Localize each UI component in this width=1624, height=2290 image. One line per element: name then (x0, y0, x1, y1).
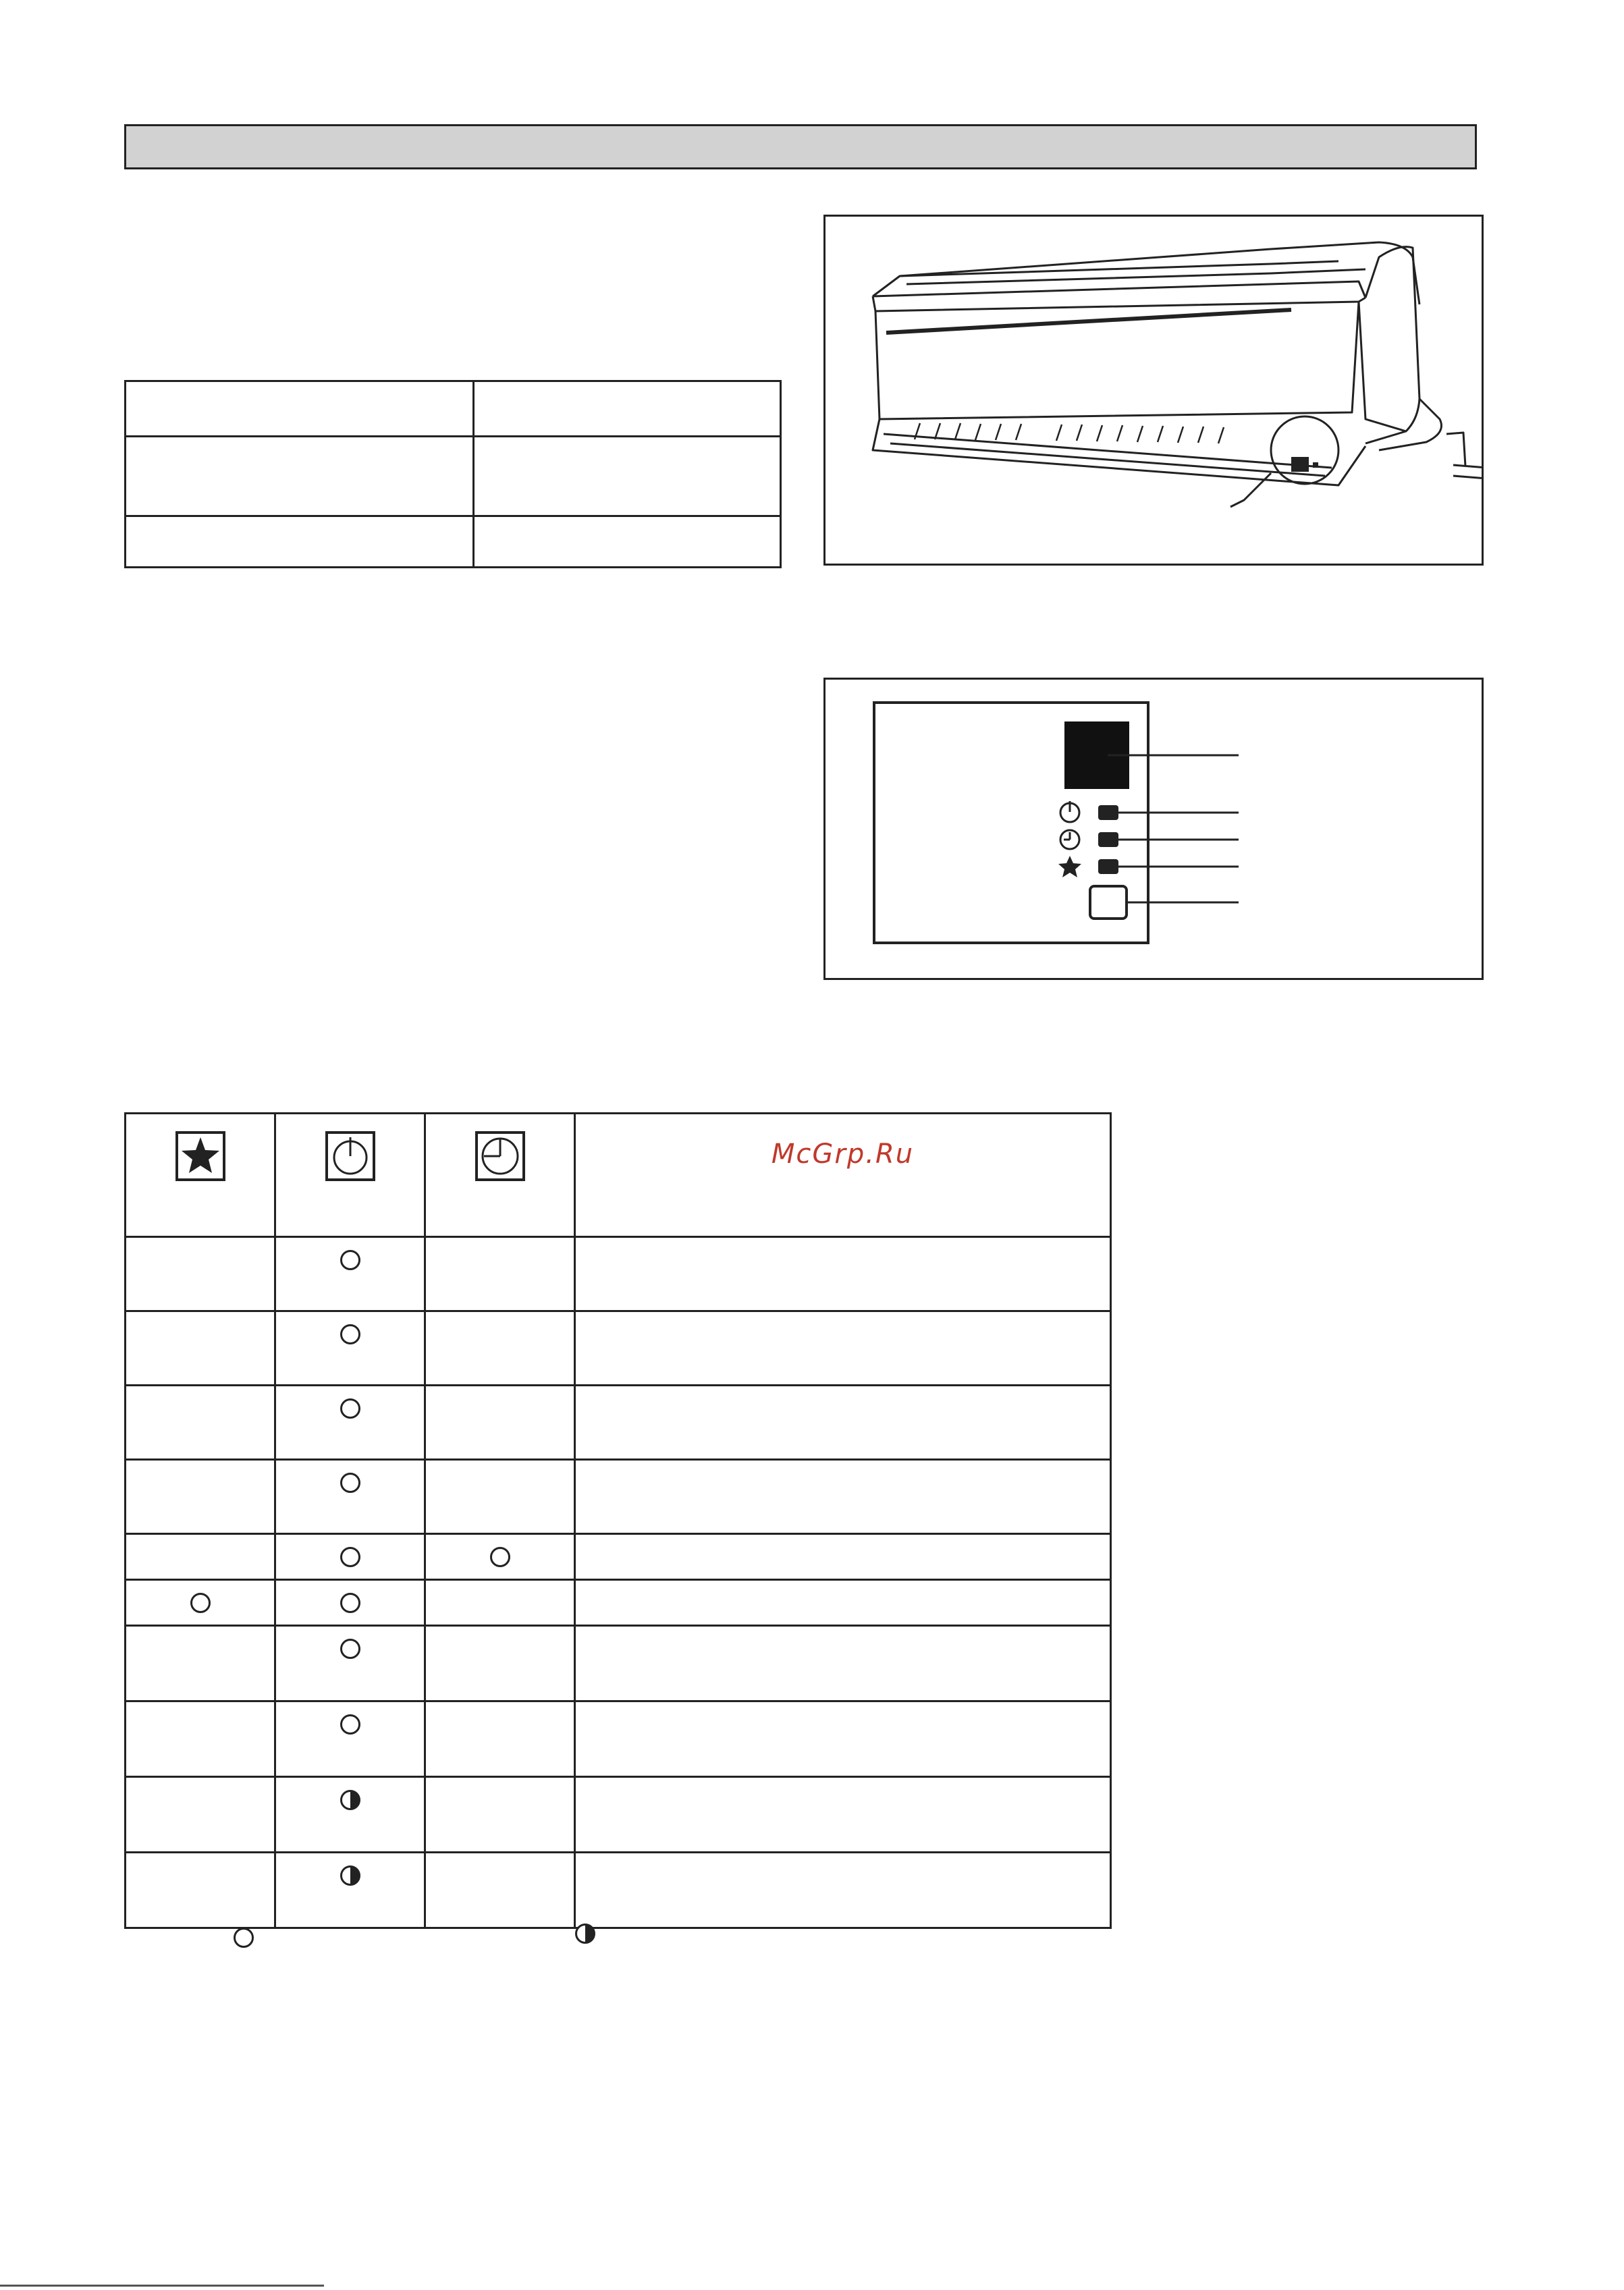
page-bottom-rule (0, 2285, 324, 2287)
operation-lamp (1098, 805, 1118, 820)
timer-cell (425, 1534, 575, 1580)
star-cell (126, 1580, 275, 1626)
lighted-circle (340, 1639, 360, 1659)
spec-cell (126, 381, 474, 437)
description-cell (575, 1777, 1111, 1853)
header-cell-timer (425, 1114, 575, 1237)
table-row (126, 1534, 1111, 1580)
star-cell (126, 1311, 275, 1386)
blinking-circle (340, 1865, 360, 1886)
star-icon (1058, 856, 1081, 877)
spec-cell (474, 516, 781, 568)
power-cell (275, 1237, 425, 1311)
legend-lighted-circle (234, 1928, 254, 1948)
lighted-circle (340, 1547, 360, 1567)
indicator-panel-figure (823, 678, 1484, 980)
spec-table (124, 380, 782, 568)
timer-cell (425, 1237, 575, 1311)
section-header-bar (124, 124, 1477, 169)
lighted-circle (340, 1398, 360, 1419)
timer-cell (425, 1853, 575, 1928)
spec-cell (126, 437, 474, 516)
indicator-panel-drawing (825, 680, 1482, 978)
table-row (126, 1701, 1111, 1777)
lighted-circle (340, 1324, 360, 1344)
header-cell-description (575, 1114, 1111, 1237)
star-cell (126, 1237, 275, 1311)
lighted-circle (340, 1593, 360, 1613)
lighted-circle (490, 1547, 510, 1567)
power-icon (1060, 801, 1079, 822)
lighted-circle (190, 1593, 211, 1613)
emergency-button[interactable] (1090, 886, 1127, 919)
timer-cell (425, 1460, 575, 1534)
description-cell (575, 1460, 1111, 1534)
spec-cell (474, 381, 781, 437)
description-cell (575, 1853, 1111, 1928)
table-row (126, 1580, 1111, 1626)
description-cell (575, 1701, 1111, 1777)
timer-cell (425, 1777, 575, 1853)
i-feel-lamp (1098, 859, 1118, 874)
description-cell (575, 1386, 1111, 1460)
star-cell (126, 1626, 275, 1701)
star-cell (126, 1777, 275, 1853)
table-row (126, 1311, 1111, 1386)
power-cell (275, 1853, 425, 1928)
star-cell (126, 1534, 275, 1580)
table-row (126, 1386, 1111, 1460)
timer-cell (425, 1311, 575, 1386)
clock-icon (475, 1130, 526, 1182)
star-cell (126, 1701, 275, 1777)
power-cell (275, 1460, 425, 1534)
timer-cell (425, 1580, 575, 1626)
star-cell (126, 1853, 275, 1928)
table-row (126, 1777, 1111, 1853)
table-row (126, 1853, 1111, 1928)
clock-icon (1060, 830, 1079, 849)
timer-cell (425, 1701, 575, 1777)
header-cell-power (275, 1114, 425, 1237)
timer-cell (425, 1626, 575, 1701)
power-cell (275, 1701, 425, 1777)
blinking-circle (340, 1790, 360, 1810)
power-cell (275, 1534, 425, 1580)
table-header-row (126, 1114, 1111, 1237)
indoor-unit-figure (823, 215, 1484, 566)
star-cell (126, 1460, 275, 1534)
indicator-table (124, 1112, 1112, 1929)
star-cell (126, 1386, 275, 1460)
lighted-circle (340, 1250, 360, 1270)
timer-cell (425, 1386, 575, 1460)
power-cell (275, 1580, 425, 1626)
power-cell (275, 1777, 425, 1853)
indoor-unit-drawing (825, 217, 1482, 564)
watermark-text: McGrp.Ru (771, 1139, 915, 1170)
table-row (126, 1237, 1111, 1311)
power-cell (275, 1626, 425, 1701)
lighted-circle (340, 1473, 360, 1493)
power-icon (325, 1130, 376, 1182)
table-row (126, 1460, 1111, 1534)
table-row (126, 1626, 1111, 1701)
description-cell (575, 1311, 1111, 1386)
spec-cell (126, 516, 474, 568)
legend-blinking-circle (575, 1924, 595, 1944)
power-cell (275, 1386, 425, 1460)
header-cell-star (126, 1114, 275, 1237)
description-cell (575, 1237, 1111, 1311)
spec-cell (474, 437, 781, 516)
timer-lamp (1098, 832, 1118, 847)
description-cell (575, 1580, 1111, 1626)
description-cell (575, 1534, 1111, 1580)
description-cell (575, 1626, 1111, 1701)
lighted-circle (340, 1714, 360, 1735)
star-icon (175, 1130, 226, 1182)
power-cell (275, 1311, 425, 1386)
